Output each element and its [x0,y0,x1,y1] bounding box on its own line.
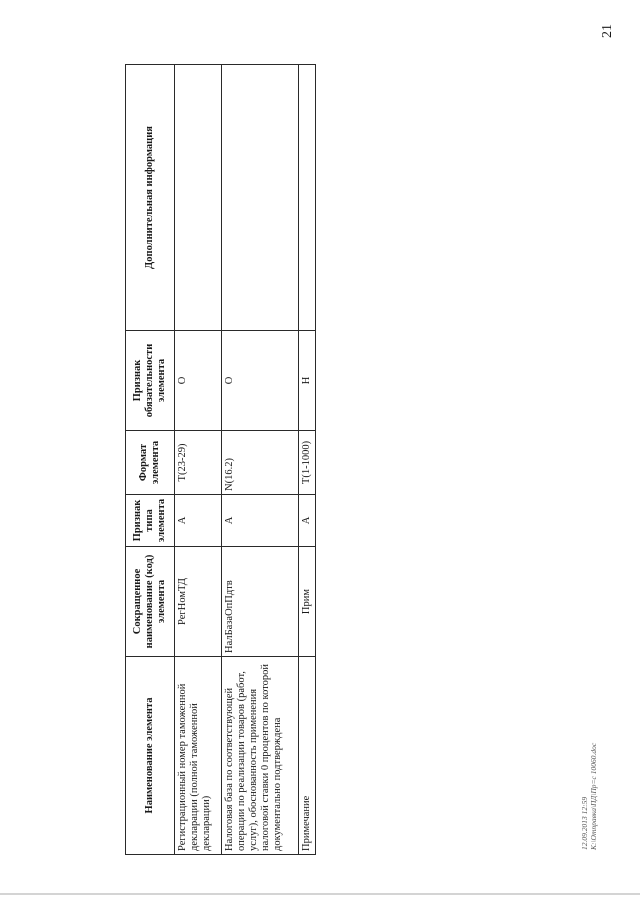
header-info: Дополнительная информация [126,65,175,331]
cell-info [222,65,299,331]
cell-type: А [222,495,299,547]
cell-name: Примечание [299,657,316,855]
cell-code: Прим [299,547,316,657]
page-number: 21 [600,24,615,38]
cell-format: Т(1-1000) [299,431,316,495]
page-edge-line [0,893,640,895]
cell-type: А [175,495,222,547]
table-row [175,65,222,855]
cell-required: Н [299,331,316,431]
cell-info [175,65,222,331]
cell-code: НалБазаОпПдтв [222,547,299,657]
cell-name: Регистрационный номер таможенной декларации (полной таможенной декларации) [175,657,222,855]
elements-table-rotated [125,65,312,855]
header-format: Формат элемента [126,431,175,495]
cell-required: О [222,331,299,431]
table-row [222,65,299,855]
cell-type: А [299,495,316,547]
header-name: Наименование элемента [126,657,175,855]
header-type: Признак типа элемента [126,495,175,547]
footer-path: К:\Отправка\ПД\Пр=с 10060.doc [589,742,598,850]
cell-name: Налоговая база по соответствующей операции по реализации товаров (работ, услуг), обоснованность применения налоговой ставки 0 процентов по которой документально подтверждена [222,657,299,855]
table-row [299,65,316,855]
table-header-row [126,65,175,855]
cell-format: N(16.2) [222,431,299,495]
cell-code: РегНомТД [175,547,222,657]
header-code: Сокращенное наименование (код) элемента [126,547,175,657]
elements-table [125,64,316,855]
footer-file-stamp [580,743,598,850]
cell-format: Т(23-29) [175,431,222,495]
header-required: Признак обязательности элемента [126,331,175,431]
cell-info [299,65,316,331]
footer-date: 12.09.2013 12:59 [580,796,589,850]
cell-required: О [175,331,222,431]
